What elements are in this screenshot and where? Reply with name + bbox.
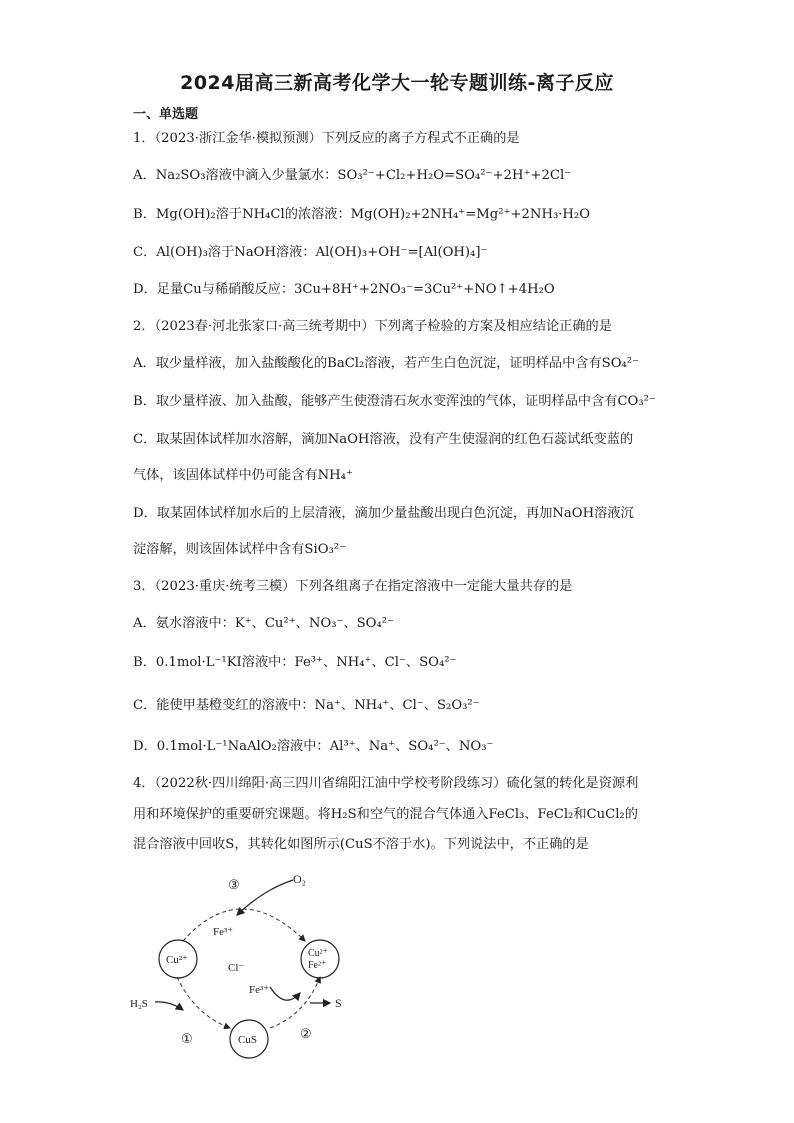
question-1-option-b: B．Mg(OH)₂溶于NH₄Cl的浓溶液：Mg(OH)₂+2NH₄⁺=Mg²⁺+2NH₃·H₂O: [133, 207, 591, 222]
step-1-label: ①: [181, 1031, 193, 1046]
step-2-label: ②: [300, 1026, 312, 1041]
question-3-option-c: C．能使甲基橙变红的溶液中：Na⁺、NH₄⁺、Cl⁻、S₂O₃²⁻: [133, 698, 480, 713]
question-1-option-a: A．Na₂SO₃溶液中滴入少量氯水：SO₃²⁻+Cl₂+H₂O=SO₄²⁻+2H⁺+2Cl⁻: [133, 168, 572, 183]
cycle-arc-left: [177, 977, 230, 1028]
conversion-diagram: [125, 865, 365, 1060]
question-3-option-b: B．0.1mol·L⁻¹KI溶液中：Fe³⁺、NH₄⁺、Cl⁻、SO₄²⁻: [133, 655, 457, 670]
question-1-stem: 1．（2023·浙江金华·模拟预测）下列反应的离子方程式不正确的是: [133, 131, 520, 146]
cu2-fe2-circle: [301, 940, 339, 978]
question-3-option-d: D．0.1mol·L⁻¹NaAlO₂溶液中：Al³⁺、Na⁺、SO₄²⁻、NO₃⁻: [133, 739, 494, 754]
question-4-line1: 4．（2022秋·四川绵阳·高三四川省绵阳江油中学校考阶段练习）硫化氢的转化是资源利: [133, 776, 639, 791]
page-title: 2024届高三新高考化学大一轮专题训练-离子反应: [180, 72, 614, 94]
s-label: S: [335, 996, 342, 1010]
cu2-label: Cu²⁺: [166, 954, 188, 966]
question-2-option-d-line1: D．取某固体试样加水后的上层清液，滴加少量盐酸出现白色沉淀，再加NaOH溶液沉: [133, 506, 634, 521]
fe3-top-label: Fe³⁺: [213, 926, 234, 938]
fe3-arrow: [270, 987, 300, 1000]
o2-arrow: [237, 880, 293, 915]
question-4-line3: 混合溶液中回收S，其转化如图所示(CuS不溶于水)。下列说法中，不正确的是: [133, 837, 589, 852]
question-4-line2: 用和环境保护的重要研究课题。将H₂S和空气的混合气体通入FeCl₃、FeCl₂和CuCl₂的: [133, 807, 638, 822]
question-3-option-a: A．氨水溶液中：K⁺、Cu²⁺、NO₃⁻、SO₄²⁻: [133, 616, 395, 631]
question-2-option-b: B．取少量样液、加入盐酸，能够产生使澄清石灰水变浑浊的气体，证明样品中含有CO₃²⁻: [133, 394, 656, 409]
question-1-option-c: C．Al(OH)₃溶于NaOH溶液：Al(OH)₃+OH⁻=[Al(OH)₄]⁻: [133, 245, 488, 260]
fe3-bottom-label: Fe³⁺: [249, 984, 270, 996]
cycle-arc-top: [183, 909, 305, 941]
question-2-option-a: A．取少量样液，加入盐酸酸化的BaCl₂溶液，若产生白色沉淀，证明样品中含有SO₄²⁻: [133, 356, 640, 371]
question-2-option-d-line2: 淀溶解，则该固体试样中含有SiO₃²⁻: [133, 542, 347, 557]
question-3-stem: 3．（2023·重庆·统考三模）下列各组离子在指定溶液中一定能大量共存的是: [133, 579, 573, 594]
o2-label: O₂: [293, 872, 306, 886]
question-2-stem: 2．（2023春·河北张家口·高三统考期中）下列离子检验的方案及相应结论正确的是: [133, 319, 612, 334]
cu2-right-label: Cu²⁺: [308, 948, 328, 959]
h2s-arrow: [155, 1002, 183, 1010]
question-1-option-d: D．足量Cu与稀硝酸反应：3Cu+8H⁺+2NO₃⁻=3Cu²⁺+NO↑+4H₂O: [133, 282, 555, 297]
step-3-label: ③: [228, 877, 240, 892]
fe2-right-label: Fe²⁺: [308, 960, 327, 971]
cus-label: CuS: [238, 1034, 257, 1046]
question-2-option-c-line1: C．取某固体试样加水溶解，滴加NaOH溶液，没有产生使湿润的红色石蕊试纸变蓝的: [133, 432, 634, 447]
section-heading: 一、单选题: [133, 107, 199, 122]
cl-label: Cl⁻: [228, 962, 245, 974]
h2s-label: H₂S: [130, 998, 148, 1010]
question-2-option-c-line2: 气体，该固体试样中仍可能含有NH₄⁺: [133, 468, 353, 483]
